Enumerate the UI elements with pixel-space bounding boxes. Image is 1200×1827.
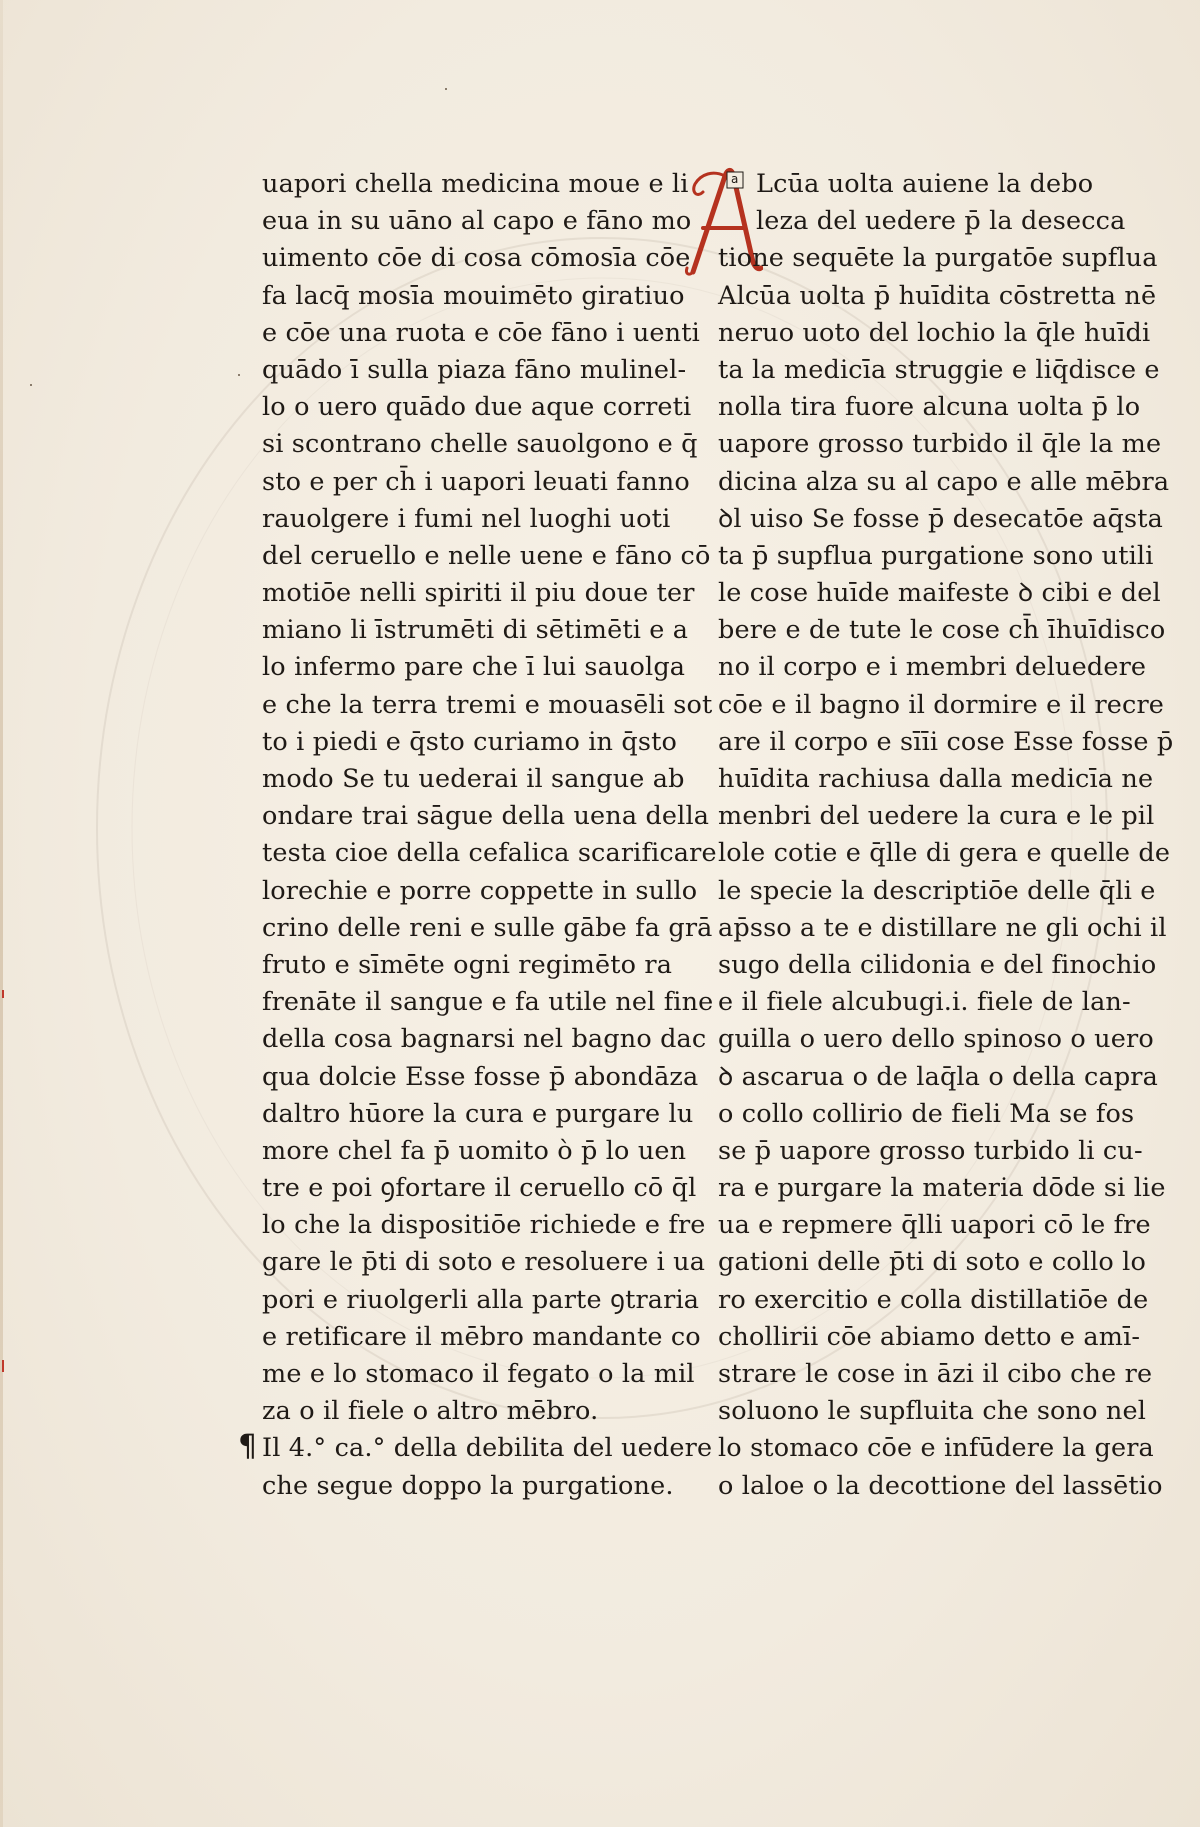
text-line: sto e per ch̄ i uapori leuati fanno [262, 466, 690, 497]
text-line: o laloe o la decottione del lassētio [718, 1470, 1163, 1501]
text-line: ra e purgare la materia dōde si lie [718, 1173, 1166, 1204]
text-line: Alcūa uolta p̄ huīdita cōstretta nē [718, 280, 1157, 311]
chapter-heading-text: Il 4.° ca.° della debilita del uedere [262, 1433, 713, 1464]
page-left-edge [0, 0, 3, 1827]
chapter-heading-line [262, 1468, 674, 1505]
text-line: Lcūa uolta auiene la debo [756, 169, 1094, 199]
edge-mark [2, 990, 4, 998]
text-line: bere e de tute le cose ch̄ īhuīdisco [718, 615, 1166, 646]
text-line: guilla o uero dello spinoso o uero [718, 1024, 1154, 1055]
text-line: ta la medicīa struggie e liq̄disce e [718, 354, 1160, 385]
edge-mark [2, 1360, 4, 1372]
text-line: huīdita rachiusa dalla medicīa ne [718, 764, 1154, 794]
text-line: uimento cōe di cosa cōmosīa cōe [262, 243, 691, 274]
text-line: no il corpo e i membri deluedere [718, 652, 1147, 683]
text-line: se p̄ uapore grosso turbido li cu- [718, 1135, 1143, 1166]
text-line: me e lo stomaco il fegato o la mil [262, 1359, 695, 1389]
text-line: za o il fiele o altro mēbro. [262, 1396, 599, 1427]
text-line: crino delle reni e sulle gābe fa grā [262, 912, 713, 943]
text-line: si scontrano chelle sauolgono e q̄ [262, 429, 698, 460]
text-line: are il corpo e sīīi cose Esse fosse p̄ [718, 726, 1174, 757]
text-line: soluono le supfluita che sono nel [718, 1396, 1147, 1427]
text-line: quādo ī sulla piaza fāno mulinel- [262, 354, 687, 385]
text-line: e il fiele alcubugi.i. fiele de lan- [718, 987, 1131, 1018]
text-line: nolla tira fuore alcuna uolta p̄ lo [718, 392, 1141, 423]
left-column [238, 166, 717, 1505]
text-line: ta p̄ supflua purgatione sono utili [718, 540, 1154, 571]
text-line: ua e repmere q̄lli uapori cō le fre [718, 1210, 1151, 1241]
text-line: eua in su uāno al capo e fāno mo [262, 206, 692, 237]
text-line: gare le p̄ti di soto e resoluere i ua [262, 1247, 706, 1278]
text-line: ondare trai sāgue della uena della [262, 801, 710, 832]
text-line: lo stomaco cōe e infūdere la gera [718, 1433, 1154, 1464]
text-line: frenāte il sangue e fa utile nel fine [262, 987, 714, 1018]
text-line: lo o uero quādo due aque correti [262, 392, 692, 423]
text-line: more chel fa p̄ uomito ò p̄ lo uen [262, 1135, 687, 1166]
text-line: e cōe una ruota e cōe fāno i uenti [262, 317, 700, 348]
text-line: o collo collirio de fieli Ma se fos [718, 1098, 1135, 1129]
text-line: le cose huīde maifeste ꝺ cibi e del [718, 578, 1161, 609]
text-line: lorechie e porre coppette in sullo [262, 875, 698, 906]
text-line: to i piedi e q̄sto curiamo in q̄sto [262, 726, 677, 757]
text-line: daltro hūore la cura e purgare lu [262, 1098, 694, 1129]
text-line: lo che la dispositiōe richiede e fre [262, 1210, 706, 1241]
text-line: uapore grosso turbido il q̄le la me [718, 429, 1162, 460]
text-line: menbri del uedere la cura e le pil [718, 801, 1155, 832]
text-line: modo Se tu uederai il sangue ab [262, 764, 685, 794]
text-line: tione sequēte la purgatōe supflua [718, 243, 1158, 274]
pilcrow-icon: ¶ [238, 1429, 258, 1465]
text-line: gationi delle p̄ti di soto e collo lo [718, 1247, 1146, 1278]
text-line: fruto e sīmēte ogni regimēto ra [262, 949, 673, 980]
text-line: pori e riuolgerli alla parte ꝯtraria [262, 1284, 700, 1315]
text-line: miano li īstrumēti di sētimēti e a [262, 615, 689, 646]
text-line: sugo della cilidonia e del finochio [718, 949, 1157, 980]
guide-letter: a [731, 172, 739, 186]
text-line: leza del uedere p̄ la desecca [756, 206, 1126, 237]
text-line: le specie la descriptiōe delle q̄li e [718, 875, 1156, 906]
text-line: uapori chella medicina moue e li [262, 169, 689, 199]
text-line: motiōe nelli spiriti il piu doue ter [262, 578, 695, 609]
text-line: tre e poi ꝯfortare il ceruello cō q̄l [262, 1173, 697, 1204]
text-line: e retificare il mēbro mandante co [262, 1321, 701, 1352]
text-line: testa cioe della cefalica scarificare [262, 838, 717, 869]
text-line: strare le cose in āzi il cibo che re [718, 1359, 1153, 1389]
text-line: chollirii cōe abiamo detto e amī- [718, 1321, 1141, 1352]
text-line: lo infermo pare che ī lui sauolga [262, 652, 686, 683]
text-line: cōe e il bagno il dormire e il recre [718, 689, 1165, 720]
text-line: lole cotie e q̄lle di gera e quelle de [718, 838, 1171, 869]
paper-speck [30, 384, 32, 386]
text-line: fa lacq̄ mosīa mouimēto giratiuo [262, 280, 685, 311]
text-line: ꝺ ascarua o de laq̄la o della capra [718, 1061, 1158, 1092]
right-column [718, 166, 1174, 1505]
chapter-heading-line [238, 1429, 713, 1467]
text-line: qua dolcie Esse fosse p̄ abondāza [262, 1061, 699, 1092]
text-line: dicina alza su al capo e alle mēbra [718, 466, 1170, 497]
text-line: rauolgere i fumi nel luoghi uoti [262, 503, 671, 534]
paper-speck [238, 374, 240, 376]
text-line: e che la terra tremi e mouasēli sot [262, 689, 713, 720]
paper-speck [445, 88, 447, 90]
chapter-heading-text: che segue doppo la purgatione. [262, 1470, 674, 1501]
text-line: ap̄sso a te e distillare ne gli ochi il [718, 912, 1167, 943]
text-line: ro exercitio e colla distillatiōe de [718, 1284, 1149, 1315]
text-line: ꝺl uiso Se fosse p̄ desecatōe aq̄sta [718, 503, 1163, 534]
text-line: del ceruello e nelle uene e fāno cō [262, 540, 711, 571]
text-line: neruo uoto del lochio la q̄le huīdi [718, 317, 1151, 348]
text-line: della cosa bagnarsi nel bagno dac [262, 1024, 707, 1055]
